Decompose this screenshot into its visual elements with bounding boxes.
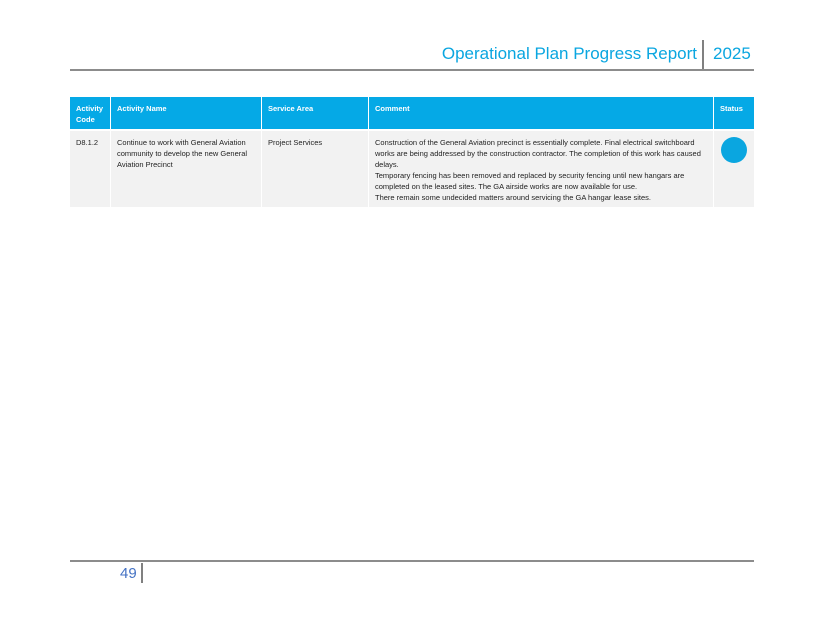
comment-paragraph: There remain some undecided matters around servicing the GA hangar lease sites. [375, 193, 651, 202]
column-header-activity-name: Activity Name [111, 97, 262, 131]
column-header-service-area: Service Area [262, 97, 369, 131]
activity-code-cell: D8.1.2 [70, 131, 111, 207]
comment-paragraph: Temporary fencing has been removed and replaced by security fencing until new hangars are completed on the leased sites. The GA airside works are now available for use. [375, 171, 685, 191]
report-year: 2025 [713, 44, 751, 63]
activity-name-cell: Continue to work with General Aviation community to develop the new General Aviation Precinct [111, 131, 262, 207]
comment-paragraph: Construction of the General Aviation precinct is essentially complete. Final electrical switchboard works are being addressed by the construction contractor. The completion of this work has caused delays. [375, 138, 701, 169]
table-header-row [70, 97, 754, 131]
footer-rule [70, 560, 754, 562]
status-indicator-icon [721, 137, 747, 163]
report-title: Operational Plan Progress Report [441, 44, 697, 63]
table-row [70, 131, 754, 207]
column-header-comment: Comment [369, 97, 714, 131]
column-header-activity-code: Activity Code [70, 97, 111, 131]
status-cell [714, 131, 754, 207]
header-separator [702, 40, 704, 70]
comment-cell [369, 131, 714, 207]
header-rule [70, 69, 754, 71]
activity-table [70, 97, 754, 207]
footer-separator [141, 563, 143, 583]
column-header-status: Status [714, 97, 754, 131]
service-area-cell: Project Services [262, 131, 369, 207]
page-number: 49 [120, 565, 137, 582]
